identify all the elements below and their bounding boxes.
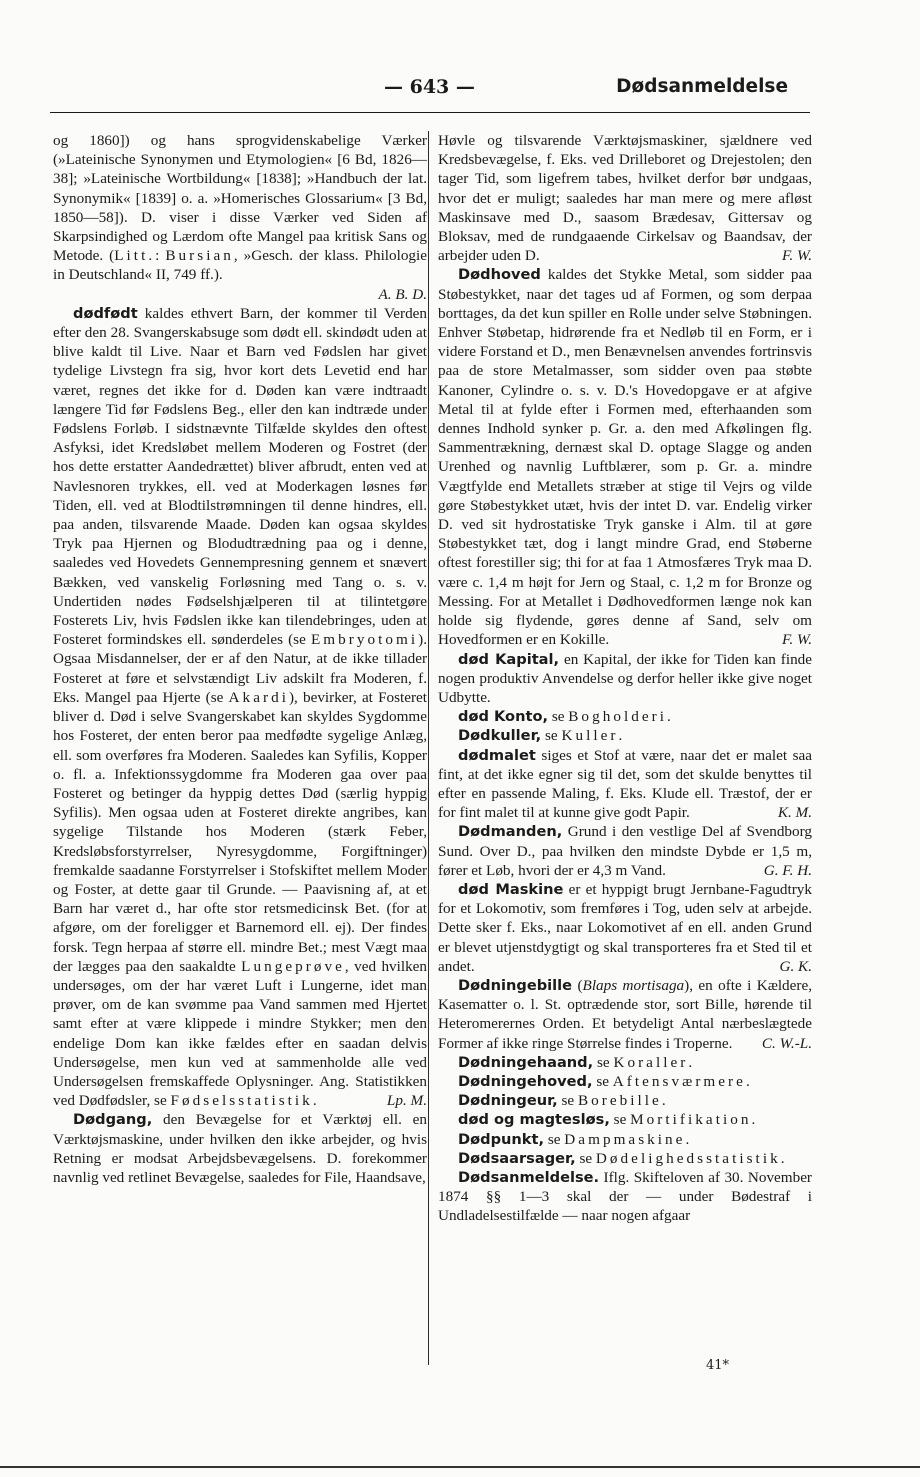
entry-headword: Dødningebille xyxy=(458,977,573,995)
author-signature: C. W.-L. xyxy=(761,1034,812,1052)
entry-text: . xyxy=(667,708,671,726)
author-signature: F. W. xyxy=(782,247,812,265)
entry-dodpunkt xyxy=(438,1130,812,1149)
author-signature: F. W. xyxy=(782,631,812,649)
cross-reference[interactable]: Akardi xyxy=(228,688,289,706)
entry-text: . xyxy=(661,1092,666,1110)
cross-reference[interactable]: Koraller xyxy=(613,1053,689,1071)
cross-reference: Bursian xyxy=(165,247,234,265)
term-emphasis: Lungeprøve xyxy=(241,957,345,975)
entry-dodningebille: Dødningebille (Blaps mortisaga), en ofte i Kældere, Kasematter o. l. St. optrædende stor, sort Bille, hørende til Heteromerernes Orden. Et betydeligt Antal nærbeslægtede Former af ikke ringe Størrelse findes i Troperne. C. W.-L. xyxy=(438,977,812,1052)
cross-reference[interactable]: Mortifikation xyxy=(630,1111,752,1129)
entry-text: Grund i den vestlige Del af Svendborg Sund. Over D., paa hvilken den mindste Dybde er 1,5 m, fører et Løb, hvori der er 4,3 m Vand. xyxy=(438,823,812,879)
cross-reference[interactable]: Dampmaskine xyxy=(564,1130,686,1148)
entry-dod-og-magteslos xyxy=(438,1110,812,1129)
entry-dodningeur xyxy=(438,1091,812,1110)
signature-mark: 41* xyxy=(706,1358,730,1373)
entry-headword: Dødhoved xyxy=(458,266,541,284)
entry-dodsaarsager xyxy=(438,1149,812,1168)
entry-text: ), en ofte i Kældere, Kasematter o. l. St. optrædende stor, sort Bille, hørende til Heteromerernes Orden. Et betydeligt Antal nærbeslægtede Former af ikke ringe Størrelse findes i Troperne. xyxy=(438,977,812,1052)
entry-text: : xyxy=(155,247,166,265)
entry-headword: Dødkuller, xyxy=(458,727,542,745)
entry-text: se xyxy=(609,1111,631,1129)
cross-reference[interactable]: Fødselsstatistik xyxy=(170,1092,313,1110)
column-divider xyxy=(428,131,429,1365)
entry-headword: Dødgang, xyxy=(73,1111,153,1129)
entry-headword: Dødmanden, xyxy=(458,823,563,841)
entry-text: ), bevirker, at Fosteret bliver d. Død i selve Svangerskabet kan skyldes Sygdomme hos Fosteret, der enten beror paa medfødte sygelige Anlæg, ell. som overføres fra Moderen. Saaledes kan Syfilis, Kopper o. fl. a. Infektionssygdomme fra Moderen gaa over paa Fosteret og betinger da hyppig dettes Død (særlig hyppig Syfilis). Men ogsaa uden at Fosteret direkte angribes, kan sygelige Tilstande hos Moderen (stærk Feber, Kredsløbsforstyrrelser, Nyresygdomme, Forgiftninger) fremkalde saadanne Forstyrrelser i Stofskiftet mellem Moder og Foster, at dette gaar til Grunde. — Paavisning af, at et Barn har været d., har ofte stor retsmedicinsk Bet. (for at afgøre, om der foreligger et Barnemord ell. ej). Der findes forsk. Tegn herpaa af større ell. mindre Bet.; mest Vægt maa der lægges paa den saakaldte xyxy=(53,688,428,975)
entry-dodfodt xyxy=(53,304,427,1111)
entry-text: se xyxy=(575,1149,596,1167)
entry-headword: dødmalet xyxy=(458,746,536,764)
entry-text: , ved hvilken undersøges, om der har været Luft i Lungerne, idet man prøver, om de kan svømme paa Vand sammen med Hjertet samt efter at være klippede i mindre Stykker; men den endelige Dom kan ikke fældes efter en saadan delvis Undersøgelse, men kun ved at sammenholde alle ved Undersøgelsen fremskaffede Oplysninger. Ang. Statistikken ved Dødfødsler, se xyxy=(53,957,427,1110)
entry-text: . xyxy=(745,1073,750,1091)
author-signature: A. B. D. xyxy=(378,285,427,303)
entry-headword: død og magtesløs, xyxy=(458,1111,610,1129)
entry-dod-konto xyxy=(438,707,812,726)
entry-headword: Dødningeur, xyxy=(458,1092,558,1110)
entry-headword: dødfødt xyxy=(73,304,138,322)
author-signature: Lp. M. xyxy=(386,1092,427,1110)
entry-headword: Dødningehaand, xyxy=(458,1053,594,1071)
cross-reference[interactable]: Bogholderi xyxy=(568,708,668,726)
author-signature: G. K. xyxy=(779,957,812,975)
entry-text: se xyxy=(593,1053,614,1071)
author-signature: K. M. xyxy=(777,804,812,822)
cross-reference[interactable]: Kuller xyxy=(561,727,619,745)
entry-text: kaldes ethvert Barn, der kommer til Verden efter den 28. Svangerskabsuge som dødt ell. skindødt uden at blive kaldt til Live. Naar et Barn ved Fødslen har givet tydelige Livstegn fra sig, hvor kort dets Levetid end har været, regnes det ikke for d. Døden kan være indtraadt længere Tid før Fødslens Beg., eller den kan indtræde under Fødslens Forløb. I sidstnævnte Tilfælde skyldes den oftest Asfyksi, idet Kredsløbet mellem Moderen og Fostret (der hos dette erstatter Aandedrættet) bliver afbrudt, enten ved at Navlesnoren trykkes, ell. ved at Moderkagen løsnes før Tiden, ell. ved at Blodtilstrømningen til denne hindres, ell. paa anden, tilsvarende Maade. Døden kan ogsaa skyldes Tryk paa Hjernen og Blodudtrædning paa og i denne, saaledes ved Hovedets Gennempresning gennem et snævert Bækken, ved vanskelig Forløsning med Tang o. s. v. Undertiden nødes Fødselshjælperen til at tilintetgøre Fosterets Liv, hvis Fødslen ikke kan tilendebringes, uden at Fosteret formindskes ell. sønderdeles (se xyxy=(53,304,427,649)
entry-headword: Dødningehoved, xyxy=(458,1073,593,1091)
entry-text: Høvle og tilsvarende Værktøjsmaskiner, sjældnere ved Kredsbevægelse, f. Eks. ved Drilleboret og Drejestolen; den tager Tid, som ligefrem tabes, hvilket derfor bør undgaas, hvor det er muligt; saaledes har man mere og mere afløst Maskinsave med D., saasom Brædesav, Gittersav og Bloksav, med de rundgaaende Cirkelsav og Baandsav, der arbejder uden D. xyxy=(438,132,812,265)
entry-text: er et hyppigt brugt Jernbane-Fagudtryk for et Lokomotiv, som fremføres i Tog, uden selv at arbejde. Dette sker f. Eks., naar Lokomotivet af en ell. anden Grund er blevet utjenstdygtigt og skal transporteres fra et Sted til et andet. xyxy=(438,880,812,975)
header-rule xyxy=(50,112,810,113)
entry-text: , »Gesch. der klass. Philologie in Deutschland« II, 749 ff.). xyxy=(53,247,427,284)
author-signature: G. F. H. xyxy=(763,861,812,879)
entry-text: se xyxy=(544,1130,565,1148)
entry-text: en Kapital, der ikke for Tiden kan finde nogen produktiv Anvendelse og derfor heller ikke give noget Udbytte. xyxy=(438,650,812,706)
entry-headword: død Konto, xyxy=(458,708,549,726)
entry-dodningehaand xyxy=(438,1053,812,1072)
entry-text: se xyxy=(548,708,569,726)
entry-dodgang xyxy=(53,1110,427,1187)
entry-text: . xyxy=(688,1053,693,1071)
entry-text: se xyxy=(592,1073,613,1091)
entry-headword: Dødsaarsager, xyxy=(458,1149,576,1167)
entry-continuation xyxy=(438,131,812,265)
entry-dodsanmeldelse xyxy=(438,1168,812,1226)
column-left xyxy=(53,131,427,1187)
entry-text: . xyxy=(685,1130,690,1148)
entry-headword: Dødsanmeldelse. xyxy=(458,1169,600,1187)
entry-text: . xyxy=(618,727,623,745)
cross-reference[interactable]: Dødelighedsstatistik xyxy=(595,1149,781,1167)
entry-dod-kapital xyxy=(438,650,812,708)
entry-dodkuller xyxy=(438,726,812,745)
entry-text: . xyxy=(312,1092,317,1110)
entry-text: ). Ogsaa Misdannelser, der er af den Natur, at de ikke tillader Fosteret at føre et selvstændigt Liv adskilt fra Moderen, f. Eks. Mangel paa Hjerte (se xyxy=(53,631,427,706)
entry-text: . xyxy=(751,1111,756,1129)
cross-reference[interactable]: Aftensværmere xyxy=(612,1073,746,1091)
entry-text: se xyxy=(557,1092,578,1110)
entry-text: siges et Stof at være, naar det er malet saa fint, at det ikke egner sig til det, som det skulde benyttes til efter en passende Maling, f. Eks. Klude ell. Træstof, der er for fint malet til at kunne give godt Papir. xyxy=(438,746,812,822)
entry-headword: død Kapital, xyxy=(458,650,560,668)
entry-headword: Dødpunkt, xyxy=(458,1130,545,1148)
latin-name: Blaps mortisaga xyxy=(582,977,685,995)
entry-continuation xyxy=(53,131,427,304)
literature-label: Litt. xyxy=(114,247,156,265)
cross-reference[interactable]: Embryotomi xyxy=(310,631,419,649)
entry-text: se xyxy=(541,727,562,745)
entry-text: kaldes det Stykke Metal, som sidder paa Støbestykket, naar det tages ud af Formen, og som derpaa borttages, da det kun spiller en Rolle under selve Støbningen. Enhver Støbetap, hidrørende fra et Nedløb til en Form, er i videre Forstand et D., men Benævnelsen anvendes fortrinsvis paa de store Metalmasser, som sidder oven paa støbte Kanoner, Cylindre o. s. v. D.'s Hovedopgave er at afgive Metal til at fylde efter i Formen med, efterhaanden som dennes Indhold synker p. Gr. a. den med Afkølingen flg. Sammentrækning, dernæst skal D. optage Slagge og anden Urenhed og navnlig Luftblærer, som p. Gr. a. mindre Vægtfylde end Metallets stræber at stige til Vejrs og vilde gøre Støbestykket utæt, hvis der intet D. var. Endelig virker D. ved sit hydrostatiske Tryk ganske i Alm. til at gøre Støbestykket tæt, dog i langt mindre Grad, end Støberne oftest forestiller sig; thi for at faa 1 Atmosfæres Tryk maa D. være c. 1,4 m højt for Jern og Staal, c. 1,2 m for Bronze og Messing. For at Metallet i Dødhovedformen længe nok kan holde sig flydende, gøres denne af Sand, selv om Hovedformen er en Kokille. xyxy=(438,266,812,649)
entry-text: den Bevægelse for et Værktøj ell. en Værktøjsmaskine, under hvilken den ikke arbejder, og hvis Retning er modsat Arbejdsbevægelsens. D. forekommer navnlig ved retlinet Bevægelse, saaledes for File, Haandsave, xyxy=(53,1111,427,1186)
entry-dodningehoved xyxy=(438,1072,812,1091)
page-number: — 643 — xyxy=(384,76,475,98)
entry-text: . xyxy=(780,1149,785,1167)
cross-reference[interactable]: Borebille xyxy=(577,1092,662,1110)
entry-headword: død Maskine xyxy=(458,880,564,898)
bottom-rule xyxy=(0,1466,920,1468)
column-right xyxy=(438,131,812,1226)
entry-dod-maskine xyxy=(438,880,812,976)
entry-dodmanden xyxy=(438,822,812,880)
entry-text: Iflg. Skifteloven af 30. November 1874 §§ 1—3 skal der — under Bødestraf i Undladelsestilfælde — naar nogen afgaar xyxy=(438,1169,812,1225)
entry-dodmalet xyxy=(438,746,812,823)
entry-dodhoved xyxy=(438,265,812,649)
running-head: Dødsanmeldelse xyxy=(616,76,788,97)
entry-text: og 1860]) og hans sprogvidenskabelige Værker (»Lateinische Synonymen und Etymologien« [6 Bd, 1826—38]; »Lateinische Wortbildung« [1838]; »Handbuch der lat. Synonymik« [1839] o. a. »Homerisches Glossarium« [3 Bd, 1850—58]). D. viser i disse Værker ved Siden af Skarpsindighed og Lærdom ofte Mangel paa kritisk Sans og Metode. ( xyxy=(53,132,427,265)
